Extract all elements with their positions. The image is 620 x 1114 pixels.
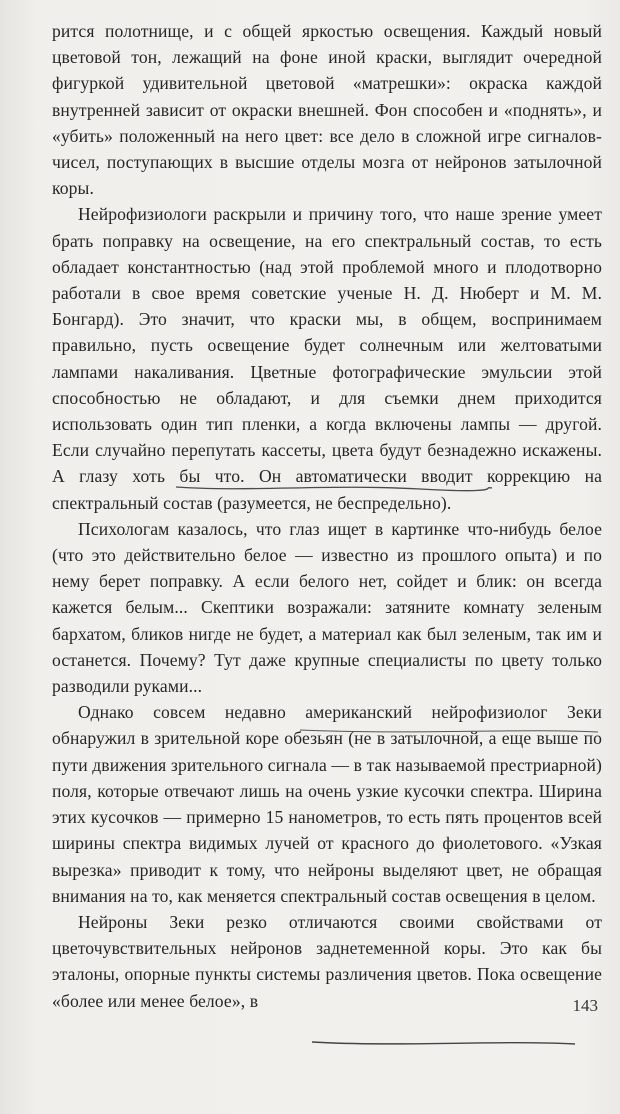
page-number: 143 <box>572 996 598 1015</box>
paragraph-3: Психологам казалось, что глаз ищет в картинке что-нибудь белое (что это действительно белое — известно из прошлого опыта) и по нему берет поправку. А если белого нет, сойдет и блик: он всегда кажется белым... Скептики возражали: затяните комнату зеленым бархатом, бликов нигде не будет, а материал как был зеленым, так им и останется. Почему? Тут даже крупные специалисты по цвету только разводили руками... <box>52 518 602 697</box>
paragraph-2: Нейрофизиологи раскрыли и причину того, что наше зрение умеет брать поправку на освещение, на его спектральный состав, то есть обладает константностью (над этой проблемой много и плодотворно работали в свое время советские ученые Н. Д. Нюберт и М. М. Бонгард). Это значит, что краски мы, в общем, воспринимаем правильно, пусть освещение будет солнечным или желтоватыми лампами накаливания. Цветные фотографические эмульсии этой способностью не обладают, и для съемки днем приходится использовать один тип пленки, а когда включены лампы — другой. Если случайно перепутать кассеты, цвета будут безнадежно искажены. А глазу хоть бы что. Он автоматически вводит коррекцию на спектральный состав (разумеется, не беспредельно). <box>52 204 602 513</box>
body-text <box>52 18 602 1014</box>
paragraph-1: рится полотнище, и с общей яркостью освещения. Каждый новый цветовой тон, лежащий на фоне иной краски, выглядит очередной фигуркой удивительной цветовой «матрешки»: окраска каждой внутренней зависит от окраски внешней. Фон способен и «поднять», и «убить» положенный на него цвет: все дело в сложной игре сигналов-чисел, поступающих в высшие отделы мозга от нейронов затылочной коры. <box>52 21 602 199</box>
paragraph-5: Нейроны Зеки резко отличаются своими свойствами от цветочувствительных нейронов заднетеменной коры. Это как бы эталоны, опорные пункты системы различения цветов. Пока освещение «более или менее белое», в <box>52 911 602 1011</box>
paragraph-4: Однако совсем недавно американский нейрофизиолог Зеки обнаружил в зрительной коре обезьян (не в затылочной, а еще выше по пути движения зрительного сигнала — в так называемой престриарной) поля, которые отвечают лишь на очень узкие кусочки спектра. Ширина этих кусочков — примерно 15 нанометров, то есть пять процентов всей ширины спектра видимых лучей от красного до фиолетового. «Узкая вырезка» приводит к тому, что нейроны выделяют цвет, не обращая внимания на то, как меняется спектральный состав освещения в целом. <box>52 702 602 906</box>
